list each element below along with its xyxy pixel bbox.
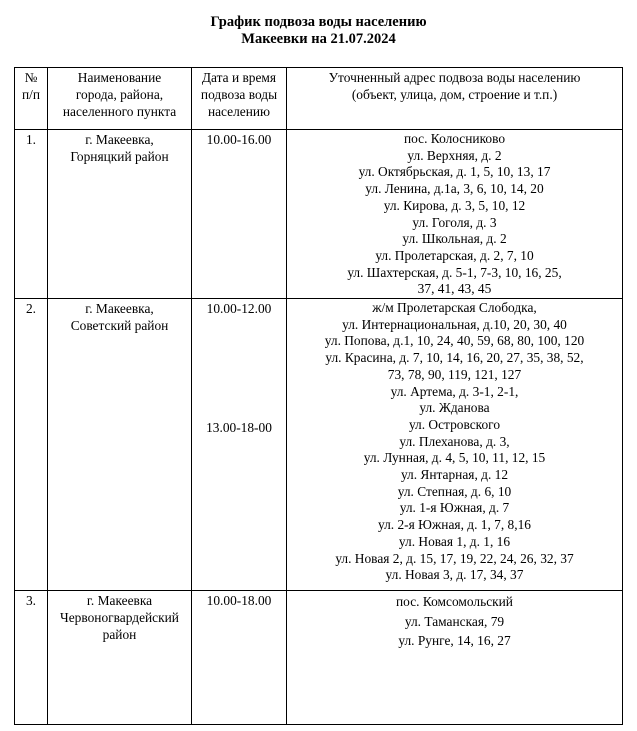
address-line: ул. Новая 1, д. 1, 16 — [398, 533, 511, 549]
title-line-1: График подвоза воды населению — [210, 14, 427, 30]
address-line: ул. Кирова, д. 3, 5, 10, 12 — [383, 197, 526, 213]
address-line: ул. Плеханова, д. 3, — [399, 433, 510, 449]
row-number: 1. — [15, 130, 48, 299]
address-line: ул. Пролетарская, д. 2, 7, 10 — [375, 247, 534, 263]
row-time: 10.00-16.00 — [192, 130, 287, 299]
address-line: ж/м Пролетарская Слободка, — [372, 300, 537, 316]
address-line: ул. Верхняя, д. 2 — [407, 147, 502, 163]
address-line: ул. Школьная, д. 2 — [402, 231, 507, 247]
row-place: г. Макеевка, Горняцкий район — [48, 130, 192, 299]
address-line: ул. Гоголя, д. 3 — [412, 214, 497, 230]
address-line: ул. Октябрьская, д. 1, 5, 10, 13, 17 — [358, 164, 551, 180]
table-row — [15, 130, 623, 299]
address-line: ул. Степная, д. 6, 10 — [397, 483, 512, 499]
row-addresses — [287, 591, 623, 725]
address-line: ул. Таманская, 79 — [404, 613, 505, 629]
table-header-row — [15, 68, 623, 130]
address-line: ул. 1-я Южная, д. 7 — [399, 500, 510, 516]
row-addresses — [287, 130, 623, 299]
row-time: 10.00-12.00 13.00-18-00 — [192, 299, 287, 591]
address-line: ул. Рунге, 14, 16, 27 — [398, 633, 511, 649]
row-time: 10.00-18.00 — [192, 591, 287, 725]
table-row — [15, 299, 623, 591]
address-line: ул. Интернациональная, д.10, 20, 30, 40 — [342, 316, 567, 332]
address-line: ул. Новая 2, д. 15, 17, 19, 22, 24, 26, 32, 37 — [335, 550, 574, 566]
address-line: ул. Красина, д. 7, 10, 14, 16, 20, 27, 35, 38, 52, — [325, 350, 584, 366]
address-line: ул. 2-я Южная, д. 1, 7, 8,16 — [377, 517, 531, 533]
header-address: Уточненный адрес подвоза воды населению (объект, улица, дом, строение и т.п.) — [287, 68, 623, 130]
address-line: ул. Шахтерская, д. 5-1, 7-3, 10, 16, 25, — [347, 264, 562, 280]
address-line: ул. Новая 3, д. 17, 34, 37 — [385, 567, 524, 583]
address-line: пос. Колосниково — [403, 131, 506, 146]
row-place: г. Макеевка, Советский район — [48, 299, 192, 591]
header-time: Дата и время подвоза воды населению — [192, 68, 287, 130]
header-place: Наименование города, района, населенного пункта — [48, 68, 192, 130]
address-line: ул. Янтарная, д. 12 — [400, 467, 509, 483]
header-num: № п/п — [15, 68, 48, 130]
document-title — [0, 14, 637, 48]
address-line: ул. Ленина, д.1а, 3, 6, 10, 14, 20 — [365, 181, 544, 197]
table-row — [15, 591, 623, 725]
row-number: 2. — [15, 299, 48, 591]
address-line: ул. Артема, д. 3-1, 2-1, — [390, 383, 519, 399]
row-place: г. Макеевка Червоногвардейский район — [48, 591, 192, 725]
address-line: ул. Лунная, д. 4, 5, 10, 11, 12, 15 — [363, 450, 546, 466]
row-number: 3. — [15, 591, 48, 725]
row-addresses — [287, 299, 623, 591]
address-line: пос. Комсомольский — [396, 594, 513, 610]
address-line: 37, 41, 43, 45 — [417, 281, 492, 297]
water-schedule-table — [14, 67, 623, 725]
address-line: ул. Жданова — [419, 400, 490, 416]
address-line: ул. Попова, д.1, 10, 24, 40, 59, 68, 80, 100, 120 — [324, 333, 585, 349]
address-line: ул. Островского — [408, 416, 501, 432]
address-line: 73, 78, 90, 119, 121, 127 — [387, 366, 522, 382]
title-line-2: Макеевки на 21.07.2024 — [241, 31, 396, 47]
